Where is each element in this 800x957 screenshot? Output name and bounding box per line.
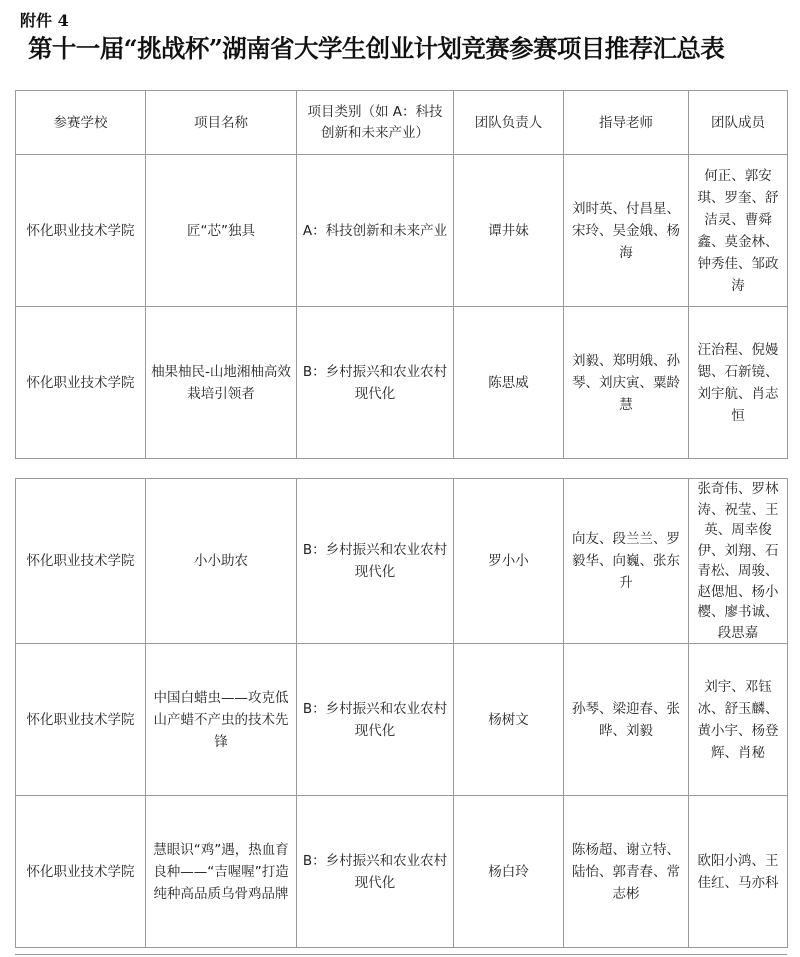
cell-school: 怀化职业技术学院 — [16, 155, 146, 307]
cell-advisors: 刘毅、郑明娥、孙琴、刘庆寅、粟龄慧 — [564, 307, 689, 459]
cell-members: 张奇伟、罗林涛、祝莹、王英、周幸俊伊、刘翔、石青松、周骏、赵偲旭、杨小樱、廖书诚、段思嘉 — [689, 479, 788, 644]
table-row — [16, 796, 788, 948]
cell-category: B：乡村振兴和农业农村现代化 — [297, 307, 454, 459]
header-school: 参赛学校 — [16, 91, 146, 155]
table-row — [16, 155, 788, 307]
cell-leader: 杨白玲 — [454, 796, 564, 948]
cell-project-name: 匠“芯”独具 — [146, 155, 297, 307]
header-category: 项目类别（如 A：科技创新和未来产业） — [297, 91, 454, 155]
header-leader: 团队负责人 — [454, 91, 564, 155]
cell-category: A：科技创新和未来产业 — [297, 155, 454, 307]
cell-project-name: 慧眼识“鸡”遇，热血育良种——“吉喔喔”打造纯种高品质乌骨鸡品牌 — [146, 796, 297, 948]
cell-members: 刘宇、邓钰冰、舒玉麟、黄小宇、杨登辉、肖秘 — [689, 644, 788, 796]
cell-school: 怀化职业技术学院 — [16, 479, 146, 644]
cell-advisors: 孙琴、梁迎春、张晔、刘毅 — [564, 644, 689, 796]
cell-advisors: 陈杨超、谢立特、陆怡、郭青春、常志彬 — [564, 796, 689, 948]
cell-leader: 谭井妹 — [454, 155, 564, 307]
cell-school: 怀化职业技术学院 — [16, 307, 146, 459]
table-row — [16, 479, 788, 644]
header-advisors: 指导老师 — [564, 91, 689, 155]
table-header-row — [16, 91, 788, 155]
cell-category: B：乡村振兴和农业农村现代化 — [297, 479, 454, 644]
cell-leader: 杨树文 — [454, 644, 564, 796]
cell-project-name: 小小助农 — [146, 479, 297, 644]
recommendation-table-part-2 — [15, 478, 788, 948]
header-project-name: 项目名称 — [146, 91, 297, 155]
next-table-top-border — [15, 954, 787, 955]
cell-project-name: 柚果柚民-山地湘柚高效栽培引领者 — [146, 307, 297, 459]
cell-school: 怀化职业技术学院 — [16, 644, 146, 796]
cell-advisors: 向友、段兰兰、罗毅华、向巍、张东升 — [564, 479, 689, 644]
table-row — [16, 307, 788, 459]
cell-members: 欧阳小鸿、王佳红、马亦科 — [689, 796, 788, 948]
cell-leader: 罗小小 — [454, 479, 564, 644]
cell-school: 怀化职业技术学院 — [16, 796, 146, 948]
table-row — [16, 644, 788, 796]
cell-category: B：乡村振兴和农业农村现代化 — [297, 796, 454, 948]
cell-members: 何正、郭安琪、罗奎、舒洁灵、曹舜鑫、莫金林、钟秀佳、邹政涛 — [689, 155, 788, 307]
cell-leader: 陈思威 — [454, 307, 564, 459]
cell-project-name: 中国白蜡虫——攻克低山产蜡不产虫的技术先锋 — [146, 644, 297, 796]
page-title: 第十一届“挑战杯”湖南省大学生创业计划竞赛参赛项目推荐汇总表 — [28, 34, 725, 63]
header-members: 团队成员 — [689, 91, 788, 155]
cell-category: B：乡村振兴和农业农村现代化 — [297, 644, 454, 796]
attachment-label: 附件 4 — [20, 11, 69, 30]
recommendation-table-part-1 — [15, 90, 788, 459]
cell-advisors: 刘时英、付昌星、宋玲、吴金娥、杨海 — [564, 155, 689, 307]
cell-members: 汪治程、倪嫚锶、石新镜、刘宇航、肖志恒 — [689, 307, 788, 459]
